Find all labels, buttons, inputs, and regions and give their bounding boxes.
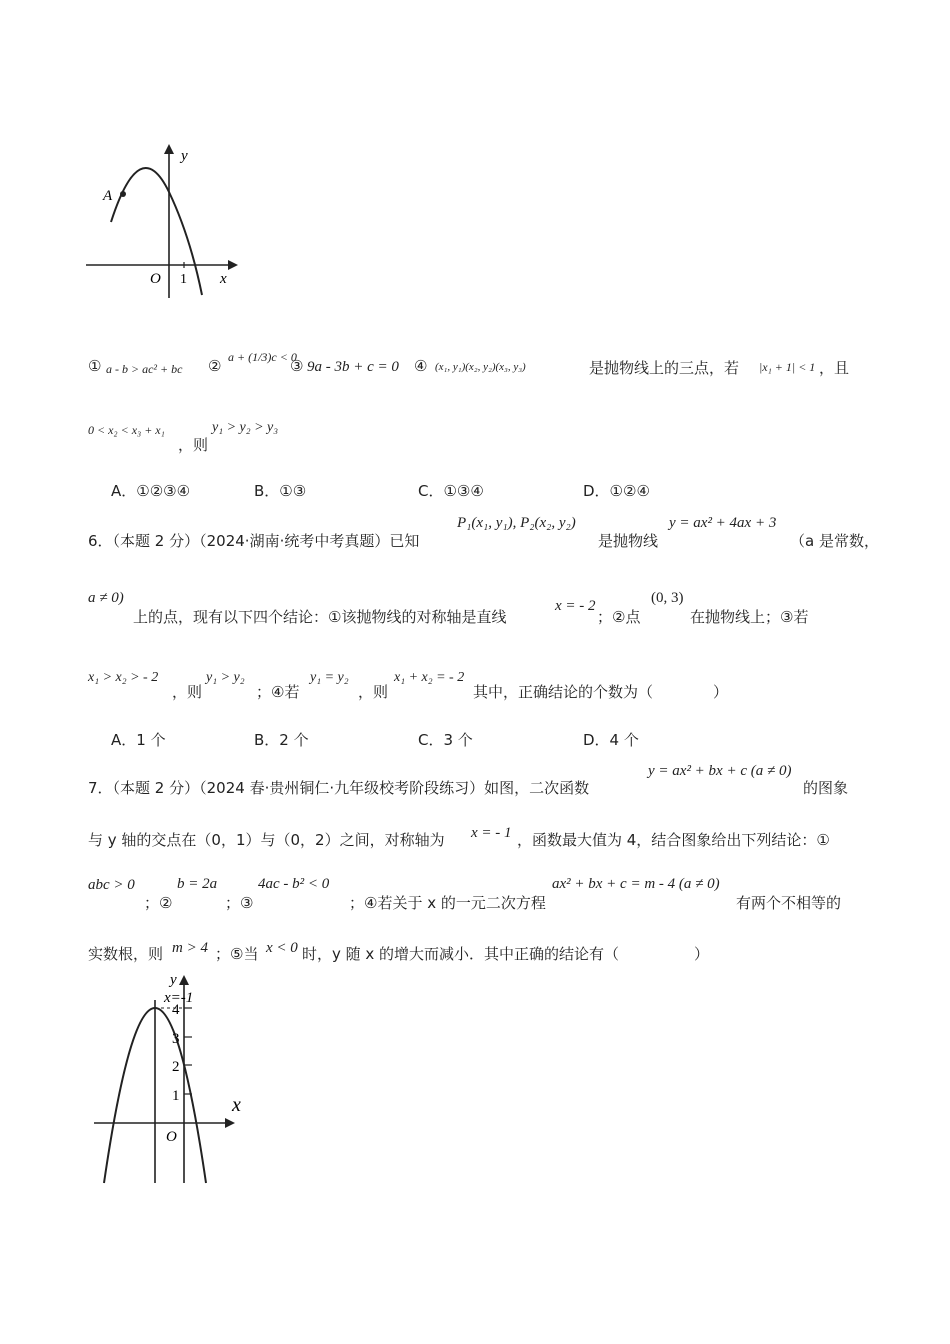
tick-3-label: 3 <box>172 1031 180 1047</box>
q6-c4-result: x₁ + x₂ = - 2 <box>394 670 465 685</box>
q6-option-a[interactable]: A．1 个 <box>111 731 166 749</box>
q7-c4: ax² + bx + c = m - 4 (a ≠ 0) <box>552 876 720 892</box>
condition-2: a + (1/3)c < 0 <box>228 350 297 364</box>
point-a-label: A <box>103 188 113 204</box>
y-axis-arrow-icon <box>179 975 189 985</box>
q6-line2-c: 在抛物线上；③若 <box>690 608 809 626</box>
condition-1: a - b > ac² + bc <box>106 362 183 376</box>
x-axis-label: x <box>232 1094 241 1116</box>
q7-equation: y = ax² + bx + c (a ≠ 0) <box>648 763 792 779</box>
q7-header: 7．（本题 2 分）（2024 春·贵州铜仁·九年级校考阶段练习）如图，二次函数 <box>88 779 590 797</box>
q7-c4-label: ；④若关于 x 的一元二次方程 <box>349 894 546 912</box>
symbol-1: ① <box>88 357 102 375</box>
y-axis-label: y <box>181 148 188 164</box>
condition-4-text: 是抛物线上的三点，若 <box>589 359 740 377</box>
q6-equation: y = ax² + 4ax + 3 <box>669 515 777 531</box>
q6-c4-if: ；④若 <box>256 683 300 701</box>
q7-c1: abc > 0 <box>88 877 135 893</box>
condition-3: 9a - 3b + c = 0 <box>307 359 399 375</box>
q6-option-c[interactable]: C．3 个 <box>418 731 473 749</box>
q7-graph: 的图象 <box>803 779 849 797</box>
q7-line4-b: ；⑤当 <box>215 945 259 963</box>
q6-c4-condition: y₁ = y₂ <box>310 670 349 685</box>
tick-1-label: 1 <box>180 272 187 287</box>
q7-c5: x < 0 <box>266 940 298 956</box>
q7-c4-result: m > 4 <box>172 940 208 956</box>
q5-option-b[interactable]: B．①③ <box>254 482 307 500</box>
q6-point: (0, 3) <box>651 590 684 606</box>
x-axis-label: x <box>220 271 227 287</box>
q6-option-b[interactable]: B．2 个 <box>254 731 309 749</box>
symbol-2: ② <box>208 357 222 375</box>
q7-c2: b = 2a <box>177 876 218 892</box>
q5-option-c[interactable]: C．①③④ <box>418 482 484 500</box>
figure-1-parabola-graph <box>80 140 250 300</box>
origin-label: O <box>150 271 161 287</box>
q6-header: 6．（本题 2 分）（2024·湖南·统考中考真题）已知 <box>88 532 420 550</box>
condition-4-and: ，且 <box>819 359 850 377</box>
x-axis-arrow-icon <box>225 1118 235 1128</box>
q7-c2-label: ；② <box>144 894 173 912</box>
q7-line2-a: 与 y 轴的交点在（0，1）与（0，2）之间，对称轴为 <box>88 831 445 849</box>
q6-c4-then: ，则 <box>358 683 389 701</box>
q6-line2-b: ；②点 <box>597 608 641 626</box>
origin-label: O <box>166 1129 177 1145</box>
q6-points: P₁(x₁, y₁), P₂(x₂, y₂) <box>457 515 576 531</box>
q6-option-d[interactable]: D．4 个 <box>583 731 639 749</box>
q6-is: 是抛物线 <box>598 532 659 550</box>
q6-axis: x = - 2 <box>555 598 596 614</box>
y-axis-arrow-icon <box>164 144 174 154</box>
condition-4-then: ，则 <box>178 436 209 454</box>
symbol-4: ④ <box>414 357 428 375</box>
q6-c3-condition: x₁ > x₂ > - 2 <box>88 670 159 685</box>
tick-4-label: 4 <box>172 1002 180 1018</box>
q6-a-nonzero: a ≠ 0) <box>88 590 124 606</box>
q5-option-d[interactable]: D．①②④ <box>583 482 650 500</box>
symmetry-axis-label: x=-1 <box>164 990 194 1006</box>
q7-line4-a: 实数根，则 <box>88 945 164 963</box>
q7-line2-b: ，函数最大值为 4，结合图象给出下列结论：① <box>517 831 830 849</box>
q7-line4-c: 时，y 随 x 的增大而减小．其中正确的结论有（ ） <box>302 945 710 963</box>
q7-c3-label: ；③ <box>225 894 254 912</box>
q7-axis: x = - 1 <box>471 825 512 841</box>
tick-2-label: 2 <box>172 1059 180 1075</box>
point-a-marker <box>120 191 126 197</box>
condition-4-result: y₁ > y₂ > y₃ <box>212 420 279 435</box>
figure-2-parabola-graph <box>90 968 250 1188</box>
q6-c3-then: ，则 <box>172 683 203 701</box>
y-axis-label: y <box>170 972 177 988</box>
x-axis-arrow-icon <box>228 260 238 270</box>
symbol-3: ③ <box>290 357 304 375</box>
q6-const: （a 是常数， <box>790 532 879 550</box>
q7-c3: 4ac - b² < 0 <box>258 876 330 892</box>
condition-4-points: (x₁, y₁)(x₂, y₂)(x₃, y₃) <box>435 361 526 373</box>
condition-4-abs: |x₁ + 1| < 1 <box>759 360 816 374</box>
tick-1-label: 1 <box>172 1088 180 1104</box>
q6-question: 其中，正确结论的个数为（ ） <box>473 683 729 701</box>
q6-line2-a: 上的点，现有以下四个结论：①该抛物线的对称轴是直线 <box>133 608 507 626</box>
q6-c3-result: y₁ > y₂ <box>206 670 245 685</box>
condition-4-ineq: 0 < x₂ < x₃ + x₁ <box>88 423 165 437</box>
q5-option-a[interactable]: A．①②③④ <box>111 482 191 500</box>
q7-c4-tail: 有两个不相等的 <box>736 894 842 912</box>
